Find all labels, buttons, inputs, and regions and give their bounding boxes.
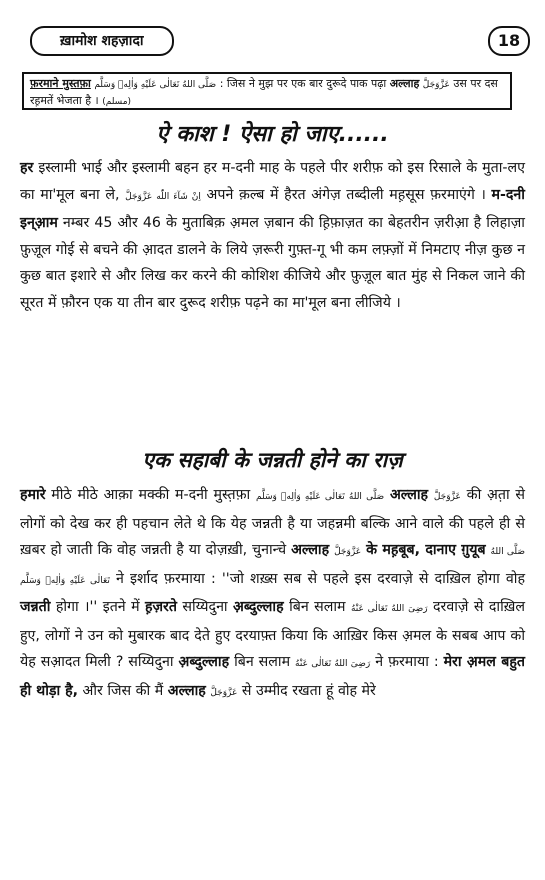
p2-text-k: से उम्मीद रखता हूं वोह मेरे: [237, 682, 376, 699]
quote-text-1: : जिस ने मुझ पर एक बार दुरूदे पाक पढ़ा: [219, 77, 387, 90]
p2-mera-amal: मेरा अ़मल बहुत ही थोड़ा है,: [20, 654, 525, 699]
p2-azza-3: عَزَّوَجَلَّ: [210, 687, 238, 698]
page-header: [30, 26, 530, 54]
salutation-calligraphy: صَلَّى اللهُ تَعَالٰى عَلَيْهِ وَاٰلِهٖ وَسَلَّم: [94, 80, 217, 90]
quote-allah: अल्लाह: [389, 77, 420, 90]
p1-text-b: अपने क़ल्ब में हैरत अंगेज़ तब्दीली मह़सूस फ़रमाएंगे ।: [200, 186, 492, 203]
section-heading-2: एक सहाबी के जन्नती होने का राज़: [142, 448, 403, 472]
p2-salutation: صَلَّى اللهُ تَعَالٰى عَلَيْهِ وَاٰلِهٖ وَسَلَّم: [255, 492, 385, 502]
p2-text-a: मीठे मीठे आक़ा मक्की म-दनी मुस्त़फ़ा: [45, 487, 256, 503]
p2-abdullah-2: अ़ब्दुल्लाह: [178, 654, 230, 670]
quote-label: फ़रमाने मुस्तफ़ा: [30, 77, 91, 90]
p2-text-g: दरवाज़े से दाख़िल हुए, लोगों ने उन को मुबारक बाद देते हुए दरयाफ़्त किया कि आख़िर किस अ़मल के सबब आप को येह सआ़दत मिली ? सय्यिदुना: [20, 599, 525, 670]
p2-text-d: होगा ।'' इतने में: [50, 599, 145, 615]
p2-text-c: ने इर्शाद फ़रमाया : ''जो शख़्स सब से पहले इस दरवाज़े से दाख़िल होगा वोह: [109, 570, 525, 587]
p2-mahboob: के मह़बूब, दानाए ग़ुयूब: [366, 542, 486, 558]
section2-paragraph: [20, 482, 525, 706]
p2-text-b: की अ़त़ा से लोगों को देख कर ही पहचान लेते थे कि येह जन्नती है या जहन्नमी बल्कि आने वाले की पहले ही से ख़बर हो जाती कि वोह जन्नती है या दोज़ख़ी, चुनान्चे: [20, 487, 525, 558]
p2-text-i: ने फ़रमाया :: [370, 654, 444, 670]
p2-azza-1: عَزَّوَجَلَّ: [433, 492, 461, 502]
p2-hazrate: ह़ज़रते: [145, 599, 177, 615]
section-heading-1: ऐ काश ! ऐसा हो जाए......: [156, 122, 389, 147]
p1-bold-start: हर: [20, 160, 34, 176]
p2-allah-1: अल्लाह: [389, 487, 429, 503]
section1-paragraph: [20, 155, 525, 316]
p2-jannati: जन्नती: [20, 599, 51, 615]
p2-raziyallah-1: رَضِىَ اللهُ تَعَالٰى عَنْهُ: [350, 604, 428, 614]
p2-raziyallah-2: رَضِىَ اللهُ تَعَالٰى عَنْهُ: [295, 659, 371, 669]
p1-text-c: नम्बर 45 और 46 के मुताबिक़ अ़मल ज़बान की ह़िफ़ाज़त का बेहतरीन ज़रीआ़ है लिहाज़ा फ़ुज़ूल गोई से बचने की आ़दत डालने के लिये ज़रूरी गुफ़्त-गू भी कम लफ़्ज़ों में निमटाए नीज़ कुछ न कुछ बात इशारे से और लिख कर करने की कोशिश कीजिये और फ़ुज़ूल बात मुंह से निकल जाने की सूरत में फ़ौरन एक या तीन बार दुरूद शरीफ़ पढ़ने का मा'मूल बना लीजिये ।: [20, 215, 525, 311]
p2-allah-2: अल्लाह: [291, 542, 330, 558]
book-title: ख़ामोश शहज़ादा: [30, 26, 174, 56]
madani-inamaat: म-दनी इन्आ़म: [20, 186, 525, 231]
p2-text-j: और जिस की मैं: [78, 682, 168, 699]
p2-abdullah-1: अ़ब्दुल्लाह: [233, 599, 284, 615]
p2-bold-start: हमारे: [20, 487, 46, 503]
hadith-quote-box: [22, 72, 512, 110]
page-number: 18: [488, 26, 530, 56]
p2-text-f: बिन सलाम: [283, 599, 351, 615]
p2-allah-3: अल्लाह: [167, 682, 206, 699]
p1-text-a: इस्लामी भाई और इस्लामी बहन हर म-दनी माह के पहले पीर शरीफ़ को इस रिसाले के मुता-लए का मा'मूल बना ले,: [20, 160, 525, 203]
p2-salutation-2: صَلَّى اللهُ تَعَالٰى عَلَيْهِ وَاٰلِهٖ وَسَلَّم: [20, 547, 525, 586]
quote-text-2: उस पर दस रह़मतें भेजता है ।: [30, 77, 498, 107]
p2-text-e: सय्यिदुना: [176, 599, 234, 615]
p2-azza-2: عَزَّوَجَلَّ: [334, 547, 362, 557]
quote-source: (مسلم): [102, 97, 132, 107]
inshallah-calligraphy: اِنْ شَآءَ اللّٰه عَزَّوَجَلَّ: [125, 191, 201, 202]
azza-calligraphy: عَزَّوَجَلَّ: [422, 80, 450, 90]
p2-text-h: बिन सलाम: [229, 654, 296, 670]
